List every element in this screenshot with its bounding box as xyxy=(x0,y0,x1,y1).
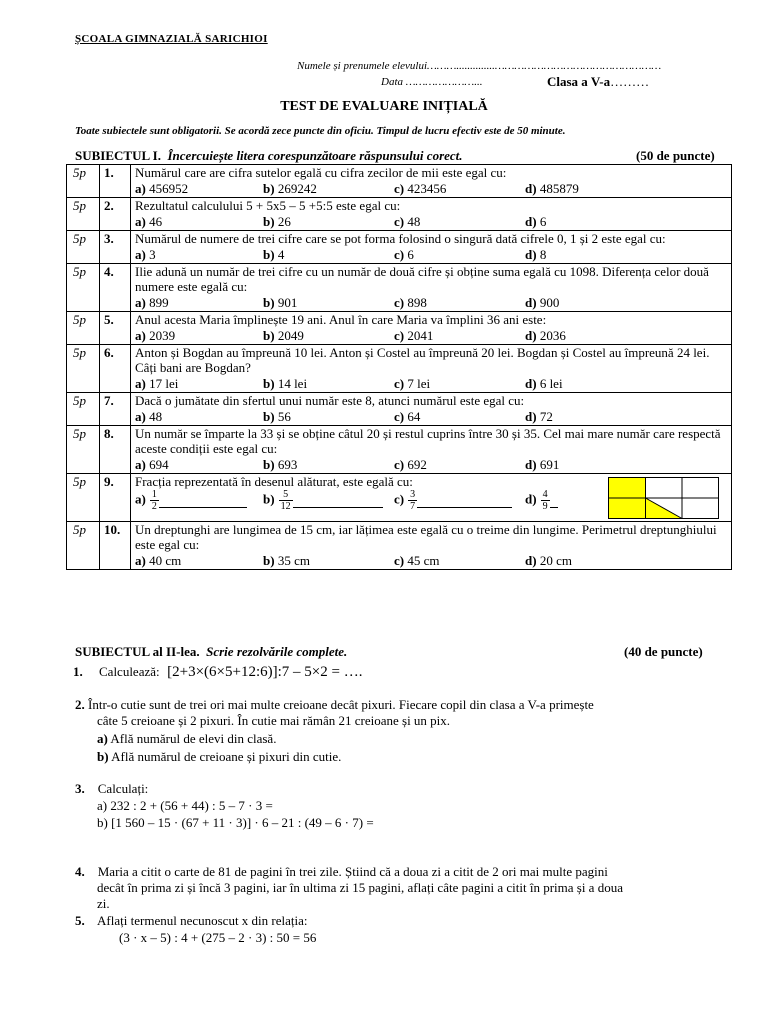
option-value: 14 lei xyxy=(277,376,308,391)
question-text: Rezultatul calculului 5 + 5x5 – 5 +5:5 este egal cu: xyxy=(135,198,401,213)
option-value: 64 xyxy=(407,409,421,424)
fraction-denominator: 2 xyxy=(151,501,157,512)
answer-option xyxy=(394,457,427,472)
option-letter: a) xyxy=(135,409,146,424)
option-letter: b) xyxy=(263,328,275,343)
answer-option xyxy=(525,457,559,472)
option-value: 3 xyxy=(149,247,156,262)
option-letter: b) xyxy=(263,295,275,310)
figure-cell-shaded xyxy=(609,498,646,519)
question-row xyxy=(67,393,732,426)
answer-options xyxy=(135,456,727,473)
answer-option xyxy=(263,247,284,262)
question-text: Numărul de numere de trei cifre care se pot forma folosind o singură dată cifrele 0, 1 și 2 este egal cu: xyxy=(135,231,666,246)
answer-option xyxy=(263,553,310,568)
fraction-denominator: 7 xyxy=(410,501,416,512)
question-number: 8. xyxy=(100,426,131,474)
fraction-option xyxy=(135,489,247,512)
problem-5-expression: (3 · x – 5) : 4 + (275 – 2 · 3) : 50 = 56 xyxy=(119,930,317,945)
date-line: Data …………………... xyxy=(381,76,483,88)
fraction xyxy=(279,489,293,512)
answer-option xyxy=(525,328,566,343)
answer-option xyxy=(525,295,559,310)
answer-option xyxy=(394,214,420,229)
option-value: 269242 xyxy=(277,181,317,196)
question-number: 10. xyxy=(100,522,131,570)
problem-2-a-label: a) xyxy=(97,731,108,746)
fraction xyxy=(408,489,417,512)
question-body xyxy=(131,426,732,474)
option-letter: c) xyxy=(394,295,405,310)
option-letter: b) xyxy=(263,181,275,196)
option-value: 2036 xyxy=(539,328,566,343)
option-letter: a) xyxy=(135,553,146,568)
option-letter: c) xyxy=(394,376,405,391)
question-row xyxy=(67,345,732,393)
question-body xyxy=(131,312,732,345)
option-value: 692 xyxy=(407,457,427,472)
option-value: 898 xyxy=(407,295,427,310)
problem-4-text-2: decât în prima zi și încă 3 pagini, iar în ultima zi 15 pagini, aflați câte pagini a citit în prima și a doua xyxy=(97,880,623,895)
question-row xyxy=(67,474,732,522)
problem-3-heading xyxy=(75,781,148,797)
option-value: 899 xyxy=(149,295,169,310)
answer-option xyxy=(135,295,169,310)
option-letter: d) xyxy=(525,247,537,262)
student-name-line: Numele și prenumele elevului………..............…………………………………………… xyxy=(297,60,662,72)
question-body xyxy=(131,474,732,522)
option-letter: a) xyxy=(135,491,146,507)
question-points: 5p xyxy=(67,198,100,231)
question-text: Dacă o jumătate din sfertul unui număr este 8, atunci numărul este egal cu: xyxy=(135,393,525,408)
answer-option xyxy=(263,181,317,196)
subject1-heading xyxy=(75,148,463,164)
figure-cell-shaded xyxy=(609,478,646,499)
fraction-numerator: 4 xyxy=(542,489,548,500)
option-letter: c) xyxy=(394,214,405,229)
option-letter: a) xyxy=(135,214,146,229)
answer-blank xyxy=(159,506,247,508)
option-letter: c) xyxy=(394,181,405,196)
option-letter: b) xyxy=(263,457,275,472)
option-value: 35 cm xyxy=(277,553,310,568)
question-points: 5p xyxy=(67,522,100,570)
option-value: 17 lei xyxy=(149,376,179,391)
answer-option xyxy=(525,181,579,196)
question-number: 1. xyxy=(100,165,131,198)
option-letter: d) xyxy=(525,295,537,310)
question-body xyxy=(131,345,732,393)
option-value: 7 lei xyxy=(407,376,431,391)
answer-options xyxy=(135,408,727,425)
problem-1-number: 1. xyxy=(73,664,83,679)
fraction-option xyxy=(394,489,512,512)
option-value: 48 xyxy=(149,409,163,424)
answer-option xyxy=(394,181,446,196)
answer-option xyxy=(135,376,178,391)
fraction xyxy=(541,489,550,512)
problem-3-a: a) 232 : 2 + (56 + 44) : 5 – 7 · 3 = xyxy=(97,798,273,813)
question-text: Un număr se împarte la 33 și se obține câtul 20 și restul cuprins între 30 și 35. Cel mai mare număr care respectă aceste condiții este egal cu: xyxy=(135,426,721,456)
question-text: Anul acesta Maria împlinește 19 ani. Anul în care Maria va împlini 36 ani este: xyxy=(135,312,547,327)
subject2-instruction: Scrie rezolvările complete. xyxy=(206,644,348,659)
answer-option xyxy=(135,247,156,262)
option-letter: c) xyxy=(394,457,405,472)
question-number: 6. xyxy=(100,345,131,393)
option-letter: b) xyxy=(263,409,275,424)
answer-option xyxy=(525,376,563,391)
option-value: 48 xyxy=(407,214,421,229)
option-letter: d) xyxy=(525,491,537,507)
answer-option xyxy=(135,181,188,196)
option-letter: d) xyxy=(525,181,537,196)
subject2-points: (40 de puncte) xyxy=(624,644,703,659)
answer-blank xyxy=(417,506,512,508)
problem-2-a xyxy=(97,731,276,747)
option-value: 46 xyxy=(149,214,163,229)
answer-option xyxy=(135,214,162,229)
instructions: Toate subiectele sunt obligatorii. Se acordă zece puncte din oficiu. Timpul de lucru efectiv este de 50 minute. xyxy=(75,125,566,137)
option-value: 6 xyxy=(539,214,547,229)
question-points: 5p xyxy=(67,393,100,426)
problem-4-text-3: zi. xyxy=(97,896,110,911)
answer-option xyxy=(394,247,414,262)
option-letter: d) xyxy=(525,214,537,229)
answer-option xyxy=(263,457,297,472)
option-value: 45 cm xyxy=(407,553,440,568)
answer-option xyxy=(394,376,430,391)
option-letter: c) xyxy=(394,491,405,507)
option-letter: a) xyxy=(135,328,146,343)
subject1-points: (50 de puncte) xyxy=(636,148,715,163)
answer-option xyxy=(135,553,181,568)
option-letter: c) xyxy=(394,247,405,262)
class-line xyxy=(547,74,649,90)
subject1-label: SUBIECTUL I. xyxy=(75,148,161,163)
option-letter: d) xyxy=(525,553,537,568)
question-text: Ilie adună un număr de trei cifre cu un număr de două cifre și obține suma egală cu 1098. Diferența celor două numere este egală cu: xyxy=(135,264,709,294)
answer-blank xyxy=(550,506,558,508)
answer-options xyxy=(135,552,727,569)
question-text: Numărul care are cifra sutelor egală cu cifra zecilor de mii este egal cu: xyxy=(135,165,507,180)
problem-2-b-text: Află numărul de creioane și pixuri din cutie. xyxy=(111,749,342,764)
option-value: 901 xyxy=(277,295,298,310)
problem-5-number: 5. xyxy=(75,913,85,928)
subject2-label: SUBIECTUL al II-lea. xyxy=(75,644,200,659)
option-value: 6 xyxy=(407,247,414,262)
answer-option xyxy=(135,457,169,472)
option-letter: b) xyxy=(263,214,275,229)
problem-2-a-text: Află numărul de elevi din clasă. xyxy=(110,731,277,746)
question-number: 7. xyxy=(100,393,131,426)
question-points: 5p xyxy=(67,345,100,393)
problem-2-text-1: Într-o cutie sunt de trei ori mai multe creioane decât pixuri. Fiecare copil din clasa a V-a primește xyxy=(88,697,594,712)
fraction-denominator: 9 xyxy=(542,501,548,512)
option-value: 423456 xyxy=(407,181,447,196)
option-value: 2041 xyxy=(407,328,434,343)
question-row xyxy=(67,264,732,312)
problem-4-line-1 xyxy=(75,864,608,880)
question-text: Un dreptunghi are lungimea de 15 cm, iar lățimea este egală cu o treime din lungime. Perimetrul dreptunghiului este egal cu: xyxy=(135,522,717,552)
test-title: TEST DE EVALUARE INIȚIALĂ xyxy=(280,99,488,114)
answer-option xyxy=(525,409,553,424)
answer-option xyxy=(394,295,427,310)
fraction-numerator: 3 xyxy=(410,489,416,500)
option-letter: b) xyxy=(263,491,275,507)
option-letter: c) xyxy=(394,553,405,568)
answer-option xyxy=(135,409,162,424)
problem-5-text: Aflați termenul necunoscut x din relația: xyxy=(97,913,308,928)
option-value: 6 lei xyxy=(539,376,563,391)
answer-option xyxy=(263,328,304,343)
answer-options xyxy=(135,213,727,230)
option-value: 26 xyxy=(277,214,291,229)
question-row xyxy=(67,312,732,345)
problem-4-text-1: Maria a citit o carte de 81 de pagini în trei zile. Știind că a doua zi a citit de 2 ori mai multe pagini xyxy=(97,864,608,879)
option-value: 72 xyxy=(539,409,553,424)
answer-option xyxy=(525,553,572,568)
question-row xyxy=(67,426,732,474)
problem-1 xyxy=(73,664,362,681)
option-letter: d) xyxy=(525,328,537,343)
option-value: 8 xyxy=(539,247,547,262)
option-value: 694 xyxy=(149,457,169,472)
fraction-option xyxy=(263,489,383,512)
option-value: 2049 xyxy=(277,328,304,343)
question-number: 2. xyxy=(100,198,131,231)
question-number: 9. xyxy=(100,474,131,522)
answer-option xyxy=(135,328,175,343)
problem-5-line-1 xyxy=(75,913,308,929)
question-row xyxy=(67,198,732,231)
question-number: 5. xyxy=(100,312,131,345)
question-text: Anton și Bogdan au împreună 10 lei. Anton și Costel au împreună 20 lei. Bogdan și Costel au împreună 24 lei. Câți bani are Bogdan? xyxy=(135,345,710,375)
problem-3-label: Calculați: xyxy=(97,781,149,796)
question-points: 5p xyxy=(67,312,100,345)
answer-option xyxy=(525,214,546,229)
option-value: 691 xyxy=(539,457,560,472)
question-body xyxy=(131,522,732,570)
option-value: 456952 xyxy=(149,181,189,196)
answer-option xyxy=(525,247,546,262)
problem-1-label: Calculează: xyxy=(99,664,160,679)
option-letter: c) xyxy=(394,328,405,343)
option-letter: a) xyxy=(135,295,146,310)
fraction-option xyxy=(525,489,558,512)
answer-options xyxy=(135,294,727,311)
question-row xyxy=(67,522,732,570)
question-points: 5p xyxy=(67,264,100,312)
option-letter: a) xyxy=(135,181,146,196)
problem-2-line-1 xyxy=(75,697,594,713)
option-letter: a) xyxy=(135,457,146,472)
answer-options xyxy=(135,180,727,197)
question-row xyxy=(67,165,732,198)
option-value: 485879 xyxy=(539,181,579,196)
option-letter: d) xyxy=(525,376,537,391)
option-letter: b) xyxy=(263,376,275,391)
fraction-figure xyxy=(608,477,719,519)
option-letter: d) xyxy=(525,457,537,472)
class-label: Clasa a V-a xyxy=(547,74,611,89)
answer-option xyxy=(394,409,420,424)
problem-4-number: 4. xyxy=(75,864,85,879)
problem-2-b xyxy=(97,749,341,765)
question-points: 5p xyxy=(67,231,100,264)
answer-option xyxy=(394,553,440,568)
question-text: Fracția reprezentată în desenul alăturat, este egală cu: xyxy=(135,474,413,489)
answer-options xyxy=(135,375,727,392)
question-points: 5p xyxy=(67,474,100,522)
school-name: ȘCOALA GIMNAZIALĂ SARICHIOI xyxy=(75,33,268,45)
option-letter: b) xyxy=(263,553,275,568)
option-value: 40 cm xyxy=(149,553,182,568)
option-value: 900 xyxy=(539,295,560,310)
answer-blank xyxy=(293,506,383,508)
answer-option xyxy=(263,214,291,229)
question-points: 5p xyxy=(67,165,100,198)
question-body xyxy=(131,231,732,264)
problem-3-number: 3. xyxy=(75,781,85,796)
fraction-numerator: 5 xyxy=(279,489,293,501)
option-value: 20 cm xyxy=(539,553,572,568)
option-value: 693 xyxy=(277,457,298,472)
answer-options xyxy=(135,246,727,263)
answer-option xyxy=(394,328,433,343)
question-body xyxy=(131,264,732,312)
option-letter: b) xyxy=(263,247,275,262)
question-body xyxy=(131,393,732,426)
fraction-denominator: 12 xyxy=(280,501,291,512)
class-dots: ……… xyxy=(610,74,650,89)
option-value: 4 xyxy=(277,247,285,262)
fraction xyxy=(150,489,159,512)
option-letter: d) xyxy=(525,409,537,424)
problem-2-number: 2. xyxy=(75,697,85,712)
answer-option xyxy=(263,409,291,424)
questions-table xyxy=(66,164,732,570)
subject2-heading xyxy=(75,644,347,660)
option-value: 56 xyxy=(277,409,291,424)
problem-2-text-2: câte 5 creioane și 2 pixuri. În cutie mai rămân 21 creioane și un pix. xyxy=(97,713,451,728)
answer-options xyxy=(135,327,727,344)
option-letter: a) xyxy=(135,376,146,391)
answer-option xyxy=(263,295,297,310)
question-number: 4. xyxy=(100,264,131,312)
problem-2-b-label: b) xyxy=(97,749,109,764)
option-value: 2039 xyxy=(149,328,176,343)
option-letter: a) xyxy=(135,247,146,262)
question-row xyxy=(67,231,732,264)
problem-3-b: b) [1 560 – 15 · (67 + 11 · 3)] · 6 – 21 : (49 – 6 · 7) = xyxy=(97,815,374,830)
fraction-numerator: 1 xyxy=(151,489,157,500)
question-points: 5p xyxy=(67,426,100,474)
answer-option xyxy=(263,376,307,391)
question-body xyxy=(131,165,732,198)
question-number: 3. xyxy=(100,231,131,264)
question-body xyxy=(131,198,732,231)
option-letter: c) xyxy=(394,409,405,424)
problem-1-expression: [2+3×(6×5+12:6)]:7 – 5×2 = …. xyxy=(167,664,363,680)
subject1-instruction: Încercuiește litera corespunzătoare răspunsului corect. xyxy=(167,148,463,163)
